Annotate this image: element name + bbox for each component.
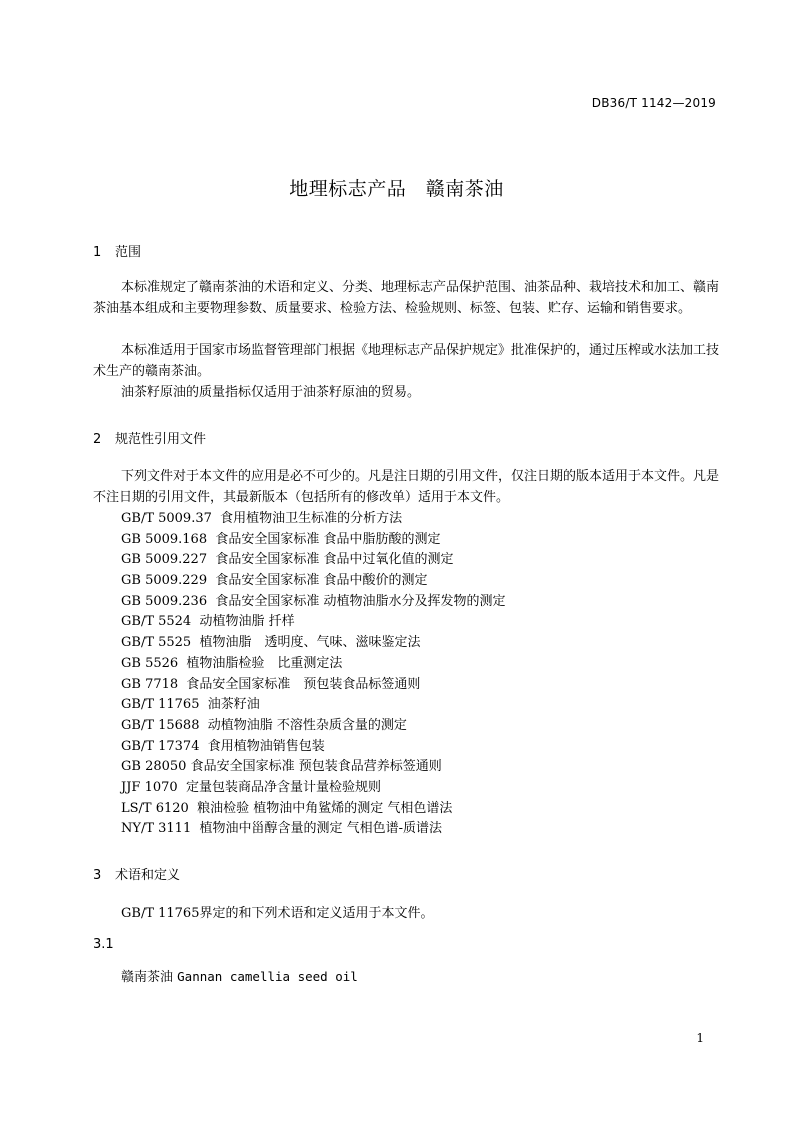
section-heading-scope (93, 241, 141, 260)
reference-code: GB 5009.227 (121, 552, 208, 568)
reference-item (121, 530, 506, 551)
term-english: Gannan camellia seed oil (177, 969, 358, 984)
reference-code: GB 5526 (121, 655, 179, 671)
reference-title: 油茶籽油 (207, 697, 260, 713)
section-number: 1 (93, 245, 102, 260)
reference-title: 食用植物油卫生标准的分析方法 (220, 511, 403, 526)
reference-code: JJF 1070 (121, 779, 178, 795)
reference-code: GB/T 5524 (121, 614, 192, 630)
reference-item (121, 509, 506, 530)
term-chinese: 赣南茶油 (121, 970, 174, 985)
reference-list (121, 509, 506, 840)
reference-code: GB/T 5009.37 (121, 511, 212, 526)
reference-title: 食品安全国家标准 预包装食品营养标签通则 (190, 759, 442, 775)
reference-code: NY/T 3111 (121, 821, 192, 837)
reference-code: GB/T 15688 (121, 717, 200, 733)
reference-title: 植物油中甾醇含量的测定 气相色谱-质谱法 (199, 821, 443, 837)
reference-item (121, 654, 506, 675)
reference-code: GB 7718 (121, 676, 179, 692)
reference-item (121, 592, 506, 613)
reference-item (121, 675, 506, 696)
reference-title: 定量包装商品净含量计量检验规则 (185, 779, 381, 795)
section-heading-terms-definitions (93, 864, 180, 883)
reference-code: GB/T 17374 (121, 738, 200, 754)
reference-code: GB 5009.236 (121, 593, 208, 609)
reference-item (121, 778, 506, 799)
section-title: 范围 (115, 245, 142, 260)
reference-title: 食用植物油销售包装 (207, 738, 325, 754)
document-title: 地理标志产品 赣南茶油 (289, 178, 504, 200)
reference-title: 动植物油脂 不溶性杂质含量的测定 (207, 717, 407, 733)
reference-item (121, 799, 506, 820)
reference-item (121, 571, 506, 592)
reference-code: LS/T 6120 (121, 800, 189, 816)
reference-title: 动植物油脂 扦样 (199, 614, 295, 630)
reference-code: GB 28050 (121, 759, 187, 775)
reference-item (121, 550, 506, 571)
clause-number: 3.1 (93, 937, 114, 952)
reference-title: 食品安全国家标准 预包装食品标签通则 (186, 676, 421, 692)
scope-paragraph-3: 油茶籽原油的质量指标仅适用于油茶籽原油的贸易。 (121, 385, 421, 400)
reference-code: GB/T 5525 (121, 635, 192, 651)
reference-code: GB/T 11765 (121, 697, 200, 713)
terms-intro: GB/T 11765界定的和下列术语和定义适用于本文件。 (121, 906, 434, 921)
reference-item (121, 612, 506, 633)
reference-item (121, 633, 506, 654)
section-heading-normative-references (93, 428, 206, 447)
document-id: DB36/T 1142—2019 (591, 96, 716, 110)
reference-item (121, 757, 506, 778)
references-intro: 下列文件对于本文件的应用是必不可少的。凡是注日期的引用文件，仅注日期的版本适用于本文件。凡是不注日期的引用文件，其最新版本（包括所有的修改单）适用于本文件。 (93, 469, 720, 505)
reference-title: 食品安全国家标准 食品中酸价的测定 (215, 573, 428, 589)
reference-title: 植物油脂 透明度、气味、滋味鉴定法 (199, 635, 421, 651)
reference-item (121, 819, 506, 840)
section-number: 3 (93, 868, 102, 883)
page-number: 1 (696, 1031, 704, 1045)
term-entry (121, 966, 358, 985)
section-title: 术语和定义 (115, 868, 181, 883)
reference-title: 植物油脂检验 比重测定法 (186, 655, 343, 671)
scope-paragraph-1: 本标准规定了赣南茶油的术语和定义、分类、地理标志产品保护范围、油茶品种、栽培技术和加工、赣南茶油基本组成和主要物理参数、质量要求、检验方法、检验规则、标签、包装、贮存、运输和销售要求。 (93, 280, 720, 316)
section-number: 2 (93, 432, 102, 447)
reference-code: GB 5009.168 (121, 531, 208, 547)
reference-title: 食品安全国家标准 食品中过氧化值的测定 (215, 552, 454, 568)
reference-item (121, 716, 506, 737)
reference-title: 食品安全国家标准 食品中脂肪酸的测定 (215, 531, 441, 547)
reference-title: 粮油检验 植物油中角鲨烯的测定 气相色谱法 (197, 800, 453, 816)
reference-title: 食品安全国家标准 动植物油脂水分及挥发物的测定 (215, 593, 506, 609)
reference-item (121, 737, 506, 758)
reference-code: GB 5009.229 (121, 573, 208, 589)
scope-paragraph-2: 本标准适用于国家市场监督管理部门根据《地理标志产品保护规定》批准保护的，通过压榨或水法加工技术生产的赣南茶油。 (93, 343, 720, 379)
section-title: 规范性引用文件 (115, 432, 207, 447)
reference-item (121, 695, 506, 716)
